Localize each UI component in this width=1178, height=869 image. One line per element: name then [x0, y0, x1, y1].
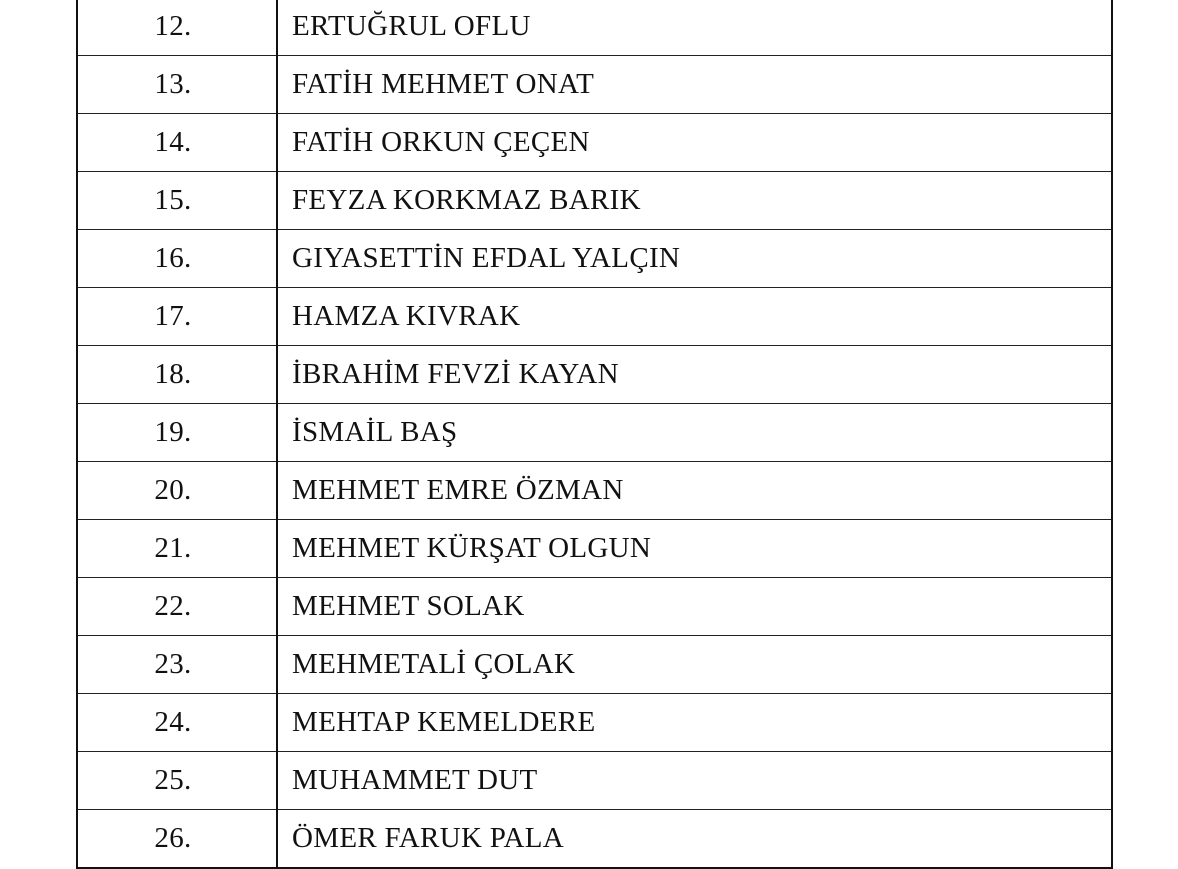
- row-number: 14.: [77, 114, 277, 172]
- table-row: [77, 462, 1112, 520]
- row-number: 19.: [77, 404, 277, 462]
- table-row: [77, 346, 1112, 404]
- row-name: MEHMETALİ ÇOLAK: [277, 636, 1112, 694]
- table-row: [77, 0, 1112, 56]
- row-number: 22.: [77, 578, 277, 636]
- row-name: İBRAHİM FEVZİ KAYAN: [277, 346, 1112, 404]
- row-name: ERTUĞRUL OFLU: [277, 0, 1112, 56]
- table-row: [77, 578, 1112, 636]
- table-row: [77, 520, 1112, 578]
- table-row: [77, 636, 1112, 694]
- row-number: 12.: [77, 0, 277, 56]
- row-number: 16.: [77, 230, 277, 288]
- table-row: [77, 114, 1112, 172]
- row-number: 13.: [77, 56, 277, 114]
- row-number: 18.: [77, 346, 277, 404]
- row-name: İSMAİL BAŞ: [277, 404, 1112, 462]
- table-row: [77, 694, 1112, 752]
- table-row: [77, 230, 1112, 288]
- name-list-table: [76, 0, 1113, 869]
- row-number: 24.: [77, 694, 277, 752]
- row-name: MUHAMMET DUT: [277, 752, 1112, 810]
- row-name: GIYASETTİN EFDAL YALÇIN: [277, 230, 1112, 288]
- table-row: [77, 288, 1112, 346]
- row-name: MEHMET EMRE ÖZMAN: [277, 462, 1112, 520]
- row-number: 21.: [77, 520, 277, 578]
- row-name: FEYZA KORKMAZ BARIK: [277, 172, 1112, 230]
- row-number: 20.: [77, 462, 277, 520]
- row-number: 26.: [77, 810, 277, 869]
- row-name: MEHMET SOLAK: [277, 578, 1112, 636]
- row-name: FATİH MEHMET ONAT: [277, 56, 1112, 114]
- row-number: 17.: [77, 288, 277, 346]
- table-row: [77, 810, 1112, 869]
- row-name: MEHTAP KEMELDERE: [277, 694, 1112, 752]
- row-name: ÖMER FARUK PALA: [277, 810, 1112, 869]
- table-row: [77, 752, 1112, 810]
- row-number: 15.: [77, 172, 277, 230]
- row-number: 23.: [77, 636, 277, 694]
- table-row: [77, 404, 1112, 462]
- table-row: [77, 172, 1112, 230]
- table-row: [77, 56, 1112, 114]
- row-name: FATİH ORKUN ÇEÇEN: [277, 114, 1112, 172]
- row-name: MEHMET KÜRŞAT OLGUN: [277, 520, 1112, 578]
- row-number: 25.: [77, 752, 277, 810]
- name-list-body: [77, 0, 1112, 868]
- row-name: HAMZA KIVRAK: [277, 288, 1112, 346]
